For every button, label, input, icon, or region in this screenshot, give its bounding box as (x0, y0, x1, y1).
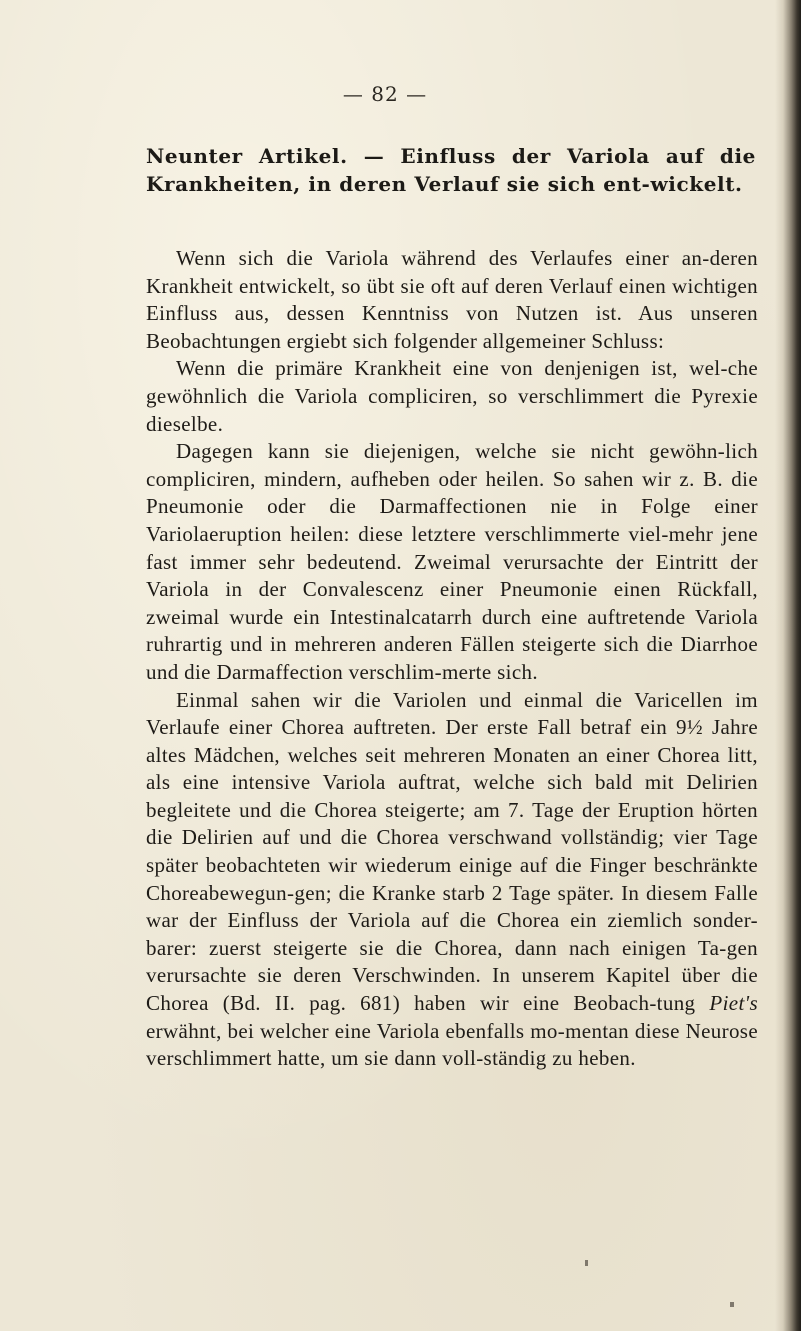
paragraph-4 (146, 687, 758, 1073)
paragraph-2: Wenn die primäre Krankheit eine von denjenigen ist, wel-che gewöhnlich die Variola compliciren, so verschlimmert die Pyrexie dieselbe. (146, 356, 758, 436)
paragraph-3: Dagegen kann sie diejenigen, welche sie nicht gewöhn-lich compliciren, mindern, aufheben oder heilen. So sahen wir z. B. die Pneumonie oder die Darmaffectionen nie in Folge einer Variolaeruption heilen: diese letztere verschlimmerte viel-mehr jene fast immer sehr bedeutend. Zweimal verursachte der Eintritt der Variola in der Convalescenz einer Pneumonie einen Rückfall, zweimal wurde ein Intestinalcatarrh durch eine auftretende Variola ruhrartig und in mehreren anderen Fällen steigerte sich die Diarrhoe und die Darmaffection verschlim-merte sich. (146, 439, 758, 684)
section-heading: Neunter Artikel. — Einfluss der Variola auf die Krankheiten, in deren Verlauf sie sich ent-wickelt. (146, 144, 756, 196)
page-number: — 82 — (342, 82, 428, 106)
author-name-italic: Piet's (709, 991, 758, 1016)
paragraph-4-tail: erwähnt, bei welcher eine Variola ebenfalls mo-mentan diese Neurose verschlimmert hatte, um sie dann voll-ständig zu heben. (146, 1018, 758, 1071)
binding-shadow (775, 0, 801, 1331)
print-speck (730, 1302, 734, 1307)
paragraph-4-text: Einmal sahen wir die Variolen und einmal die Varicellen im Verlaufe einer Chorea auftreten. Der erste Fall betraf ein 9½ Jahre altes Mädchen, welches seit mehreren Monaten an einer Chorea litt, als eine intensive Variola auftrat, welche sich bald mit Delirien begleitete und die Chorea steigerte; am 7. Tage der Eruption hörten die Delirien auf und die Chorea verschwand vollständig; vier Tage später beobachteten wir wiederum einige auf die Finger beschränkte Choreabewegun-gen; die Kranke starb 2 Tage später. In diesem Falle war der Einfluss der Variola auf die Chorea ein ziemlich sonder-barer: zuerst steigerte sie die Chorea, dann nach einigen Ta-gen verursachte sie deren Verschwinden. In unserem Kapitel über die Chorea (Bd. II. pag. 681) haben wir eine Beobach-tung (146, 687, 758, 1016)
body-text (146, 245, 758, 1073)
print-speck (585, 1260, 588, 1266)
paragraph-1: Wenn sich die Variola während des Verlaufes einer an-deren Krankheit entwickelt, so übt sie oft auf deren Verlauf einen wichtigen Einfluss aus, dessen Kenntniss von Nutzen ist. Aus unseren Beobachtungen ergiebt sich folgender allgemeiner Schluss: (146, 246, 758, 353)
